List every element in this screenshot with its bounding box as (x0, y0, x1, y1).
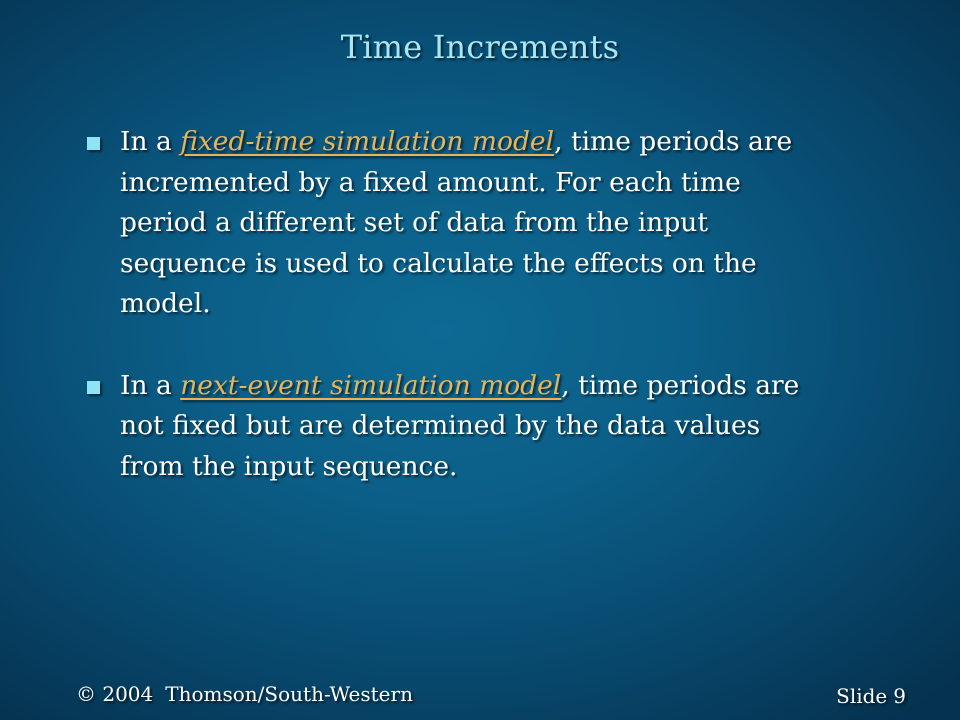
square-bullet-icon (87, 137, 100, 150)
term-link[interactable]: next-event simulation model (180, 369, 562, 401)
bullet-item (84, 366, 824, 488)
slide-label: Slide (836, 684, 888, 708)
bullet-prefix: In a (120, 126, 181, 157)
bullet-text: , time periods are not fixed but are determined by the data values from the input sequence. (120, 369, 800, 482)
publisher-text: Thomson/South-Western (165, 682, 413, 706)
bullet-item (84, 122, 824, 325)
term-link[interactable]: fixed-time simulation model (180, 126, 555, 157)
bullet-prefix: In a (120, 369, 181, 401)
slide-number-value: 9 (893, 684, 906, 708)
slide-title: Time Increments (340, 28, 620, 66)
square-bullet-icon (87, 381, 100, 394)
footer-copyright (76, 682, 413, 706)
slide-number (836, 684, 906, 708)
bullet-list (84, 122, 824, 528)
bullet-text: , time periods are incremented by a fixed amount. For each time period a different set of data from the input sequence is used to calculate the effects on the model. (120, 126, 793, 319)
copyright-text: © 2004 (76, 682, 154, 706)
